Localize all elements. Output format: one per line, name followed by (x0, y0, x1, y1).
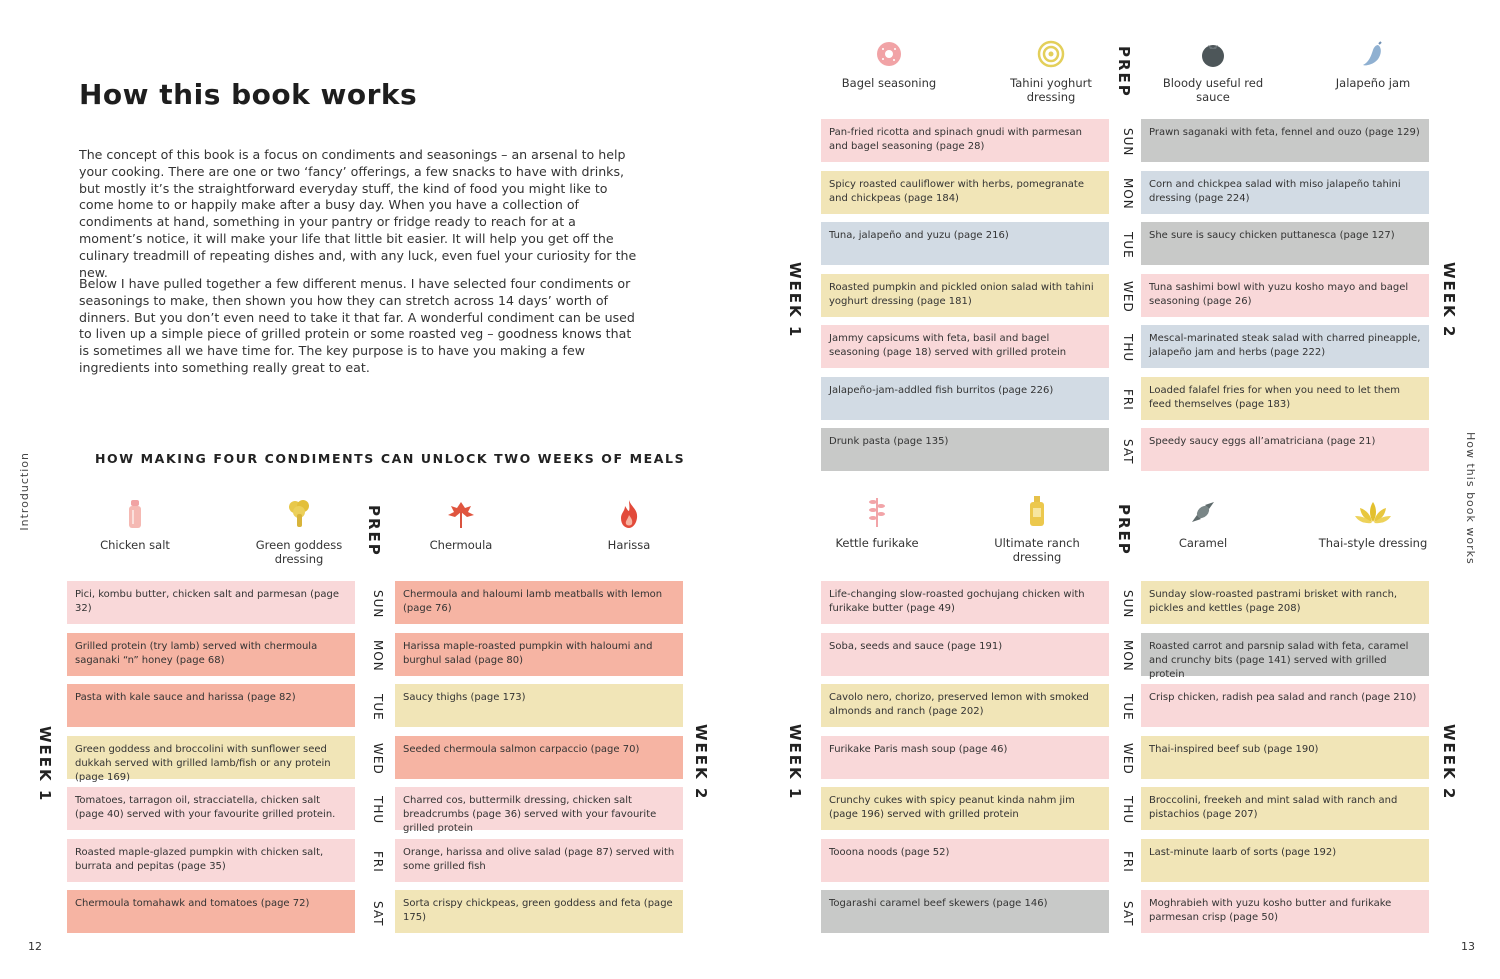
day-label: WED (1121, 281, 1135, 313)
meal-cell-week1: Jalapeño-jam-addled fish burritos (page 226) (821, 377, 1109, 420)
day-label: THU (371, 796, 385, 825)
condiment-green-goddess: Green goddess dressing (234, 498, 364, 566)
meal-cell-week1: Grilled protein (try lamb) served with chermoula saganaki “n” honey (page 68) (67, 633, 355, 676)
day-label: MON (1121, 178, 1135, 210)
meal-cell-week1: Crunchy cukes with spicy peanut kinda nahm jim (page 196) served with grilled protein (821, 787, 1109, 830)
day-label: WED (371, 743, 385, 775)
swirl-icon (1037, 40, 1065, 68)
meal-cell-week2: Broccolini, freekeh and mint salad with ranch and pistachios (page 207) (1141, 787, 1429, 830)
meal-cell-week1: Spicy roasted cauliflower with herbs, pomegranate and chickpeas (page 184) (821, 171, 1109, 214)
meal-cell-week1: Green goddess and broccolini with sunflower seed dukkah served with grilled lamb/fish or any protein (page 169) (67, 736, 355, 779)
day-label: FRI (1121, 389, 1135, 411)
prep-label-a: PREP (365, 505, 383, 557)
meal-cell-week1: Pici, kombu butter, chicken salt and parmesan (page 32) (67, 581, 355, 624)
tomato-icon (1199, 40, 1227, 68)
meal-cell-week2: Seeded chermoula salmon carpaccio (page 70) (395, 736, 683, 779)
meal-cell-week1: Furikake Paris mash soup (page 46) (821, 736, 1109, 779)
meal-cell-week1: Tooona noods (page 52) (821, 839, 1109, 882)
day-label: SUN (371, 590, 385, 619)
meal-cell-week2: Corn and chickpea salad with miso jalapeño tahini dressing (page 224) (1141, 171, 1429, 214)
meal-cell-week2: Speedy saucy eggs all’amatriciana (page 21) (1141, 428, 1429, 471)
meal-cell-week2: Moghrabieh with yuzu kosho butter and furikake parmesan crisp (page 50) (1141, 890, 1429, 933)
day-label: SAT (1121, 900, 1135, 927)
page-number-left: 12 (28, 940, 42, 953)
meal-cell-week2: Sunday slow-roasted pastrami brisket with ranch, pickles and kettles (page 208) (1141, 581, 1429, 624)
bagel-icon (875, 40, 903, 68)
herb-leaf-icon (446, 498, 476, 530)
condiment-jalapeno-jam: Jalapeño jam (1308, 40, 1438, 90)
lotus-icon (1354, 498, 1392, 528)
meal-cell-week2: Crisp chicken, radish pea salad and ranch (page 210) (1141, 684, 1429, 727)
seaweed-icon (865, 494, 889, 528)
meal-cell-week2: Chermoula and haloumi lamb meatballs with lemon (page 76) (395, 581, 683, 624)
meal-cell-week2: Last-minute laarb of sorts (page 192) (1141, 839, 1429, 882)
meal-cell-week1: Togarashi caramel beef skewers (page 146) (821, 890, 1109, 933)
intro-paragraph-2: Below I have pulled together a few different menus. I have selected four condiments or seasonings to make, then shown you how they can stretch across 14 days’ worth of dinners. But you don’t even need to take it that far. A wonderful condiment can be used to liven up a simple piece of grilled protein or some roasted veg – goodness knows that is sometimes all we have time for. The key purpose is to have you making a few ingredients into something really great to eat. (79, 276, 635, 375)
condiment-thai-dressing: Thai-style dressing (1308, 498, 1438, 550)
meal-cell-week2: Orange, harissa and olive salad (page 87) served with some grilled fish (395, 839, 683, 882)
page-number-right: 13 (1461, 940, 1475, 953)
condiment-harissa: Harissa (564, 498, 694, 552)
meal-cell-week1: Chermoula tomahawk and tomatoes (page 72) (67, 890, 355, 933)
meal-cell-week1: Pasta with kale sauce and harissa (page 82) (67, 684, 355, 727)
day-label: TUE (1121, 232, 1135, 259)
day-label: MON (371, 640, 385, 672)
condiment-ranch: Ultimate ranch dressing (972, 494, 1102, 564)
meal-cell-week1: Life-changing slow-roasted gochujang chicken with furikake butter (page 49) (821, 581, 1109, 624)
meal-cell-week2: Charred cos, buttermilk dressing, chicken salt breadcrumbs (page 36) served with your favourite grilled protein (395, 787, 683, 830)
meal-cell-week1: Tomatoes, tarragon oil, stracciatella, chicken salt (page 40) served with your favourite grilled protein. (67, 787, 355, 830)
meal-cell-week2: Roasted carrot and parsnip salad with feta, caramel and crunchy bits (page 141) served with grilled protein (1141, 633, 1429, 676)
day-label: FRI (1121, 851, 1135, 873)
condiment-chermoula: Chermoula (396, 498, 526, 552)
running-header-right: How this book works (1464, 432, 1477, 565)
page-title: How this book works (79, 78, 418, 111)
prep-label-c: PREP (1115, 504, 1133, 556)
day-label: SUN (1121, 128, 1135, 157)
running-header-left: Introduction (18, 452, 31, 531)
meal-cell-week1: Jammy capsicums with feta, basil and bagel seasoning (page 18) served with grilled protein (821, 325, 1109, 368)
day-label: SAT (1121, 438, 1135, 465)
meal-cell-week1: Soba, seeds and sauce (page 191) (821, 633, 1109, 676)
flame-icon (617, 498, 641, 530)
meal-cell-week2: Prawn saganaki with feta, fennel and ouzo (page 129) (1141, 119, 1429, 162)
meal-cell-week1: Tuna, jalapeño and yuzu (page 216) (821, 222, 1109, 265)
day-label: WED (1121, 743, 1135, 775)
meal-cell-week2: She sure is saucy chicken puttanesca (page 127) (1141, 222, 1429, 265)
meal-cell-week1: Cavolo nero, chorizo, preserved lemon with smoked almonds and ranch (page 202) (821, 684, 1109, 727)
condiment-tahini-yoghurt: Tahini yoghurt dressing (986, 40, 1116, 104)
day-label: SAT (371, 900, 385, 927)
section-heading: HOW MAKING FOUR CONDIMENTS CAN UNLOCK TWO WEEKS OF MEALS (95, 451, 686, 466)
broccoli-icon (286, 498, 312, 530)
meal-cell-week2: Tuna sashimi bowl with yuzu kosho mayo and bagel seasoning (page 26) (1141, 274, 1429, 317)
meal-cell-week2: Thai-inspired beef sub (page 190) (1141, 736, 1429, 779)
day-label: THU (1121, 334, 1135, 363)
meal-cell-week1: Drunk pasta (page 135) (821, 428, 1109, 471)
meal-cell-week2: Saucy thighs (page 173) (395, 684, 683, 727)
condiment-kettle-furikake: Kettle furikake (812, 494, 942, 550)
meal-cell-week2: Mescal-marinated steak salad with charred pineapple, jalapeño jam and herbs (page 222) (1141, 325, 1429, 368)
week2-label-a: WEEK 2 (692, 724, 710, 801)
day-label: TUE (1121, 694, 1135, 721)
meal-cell-week1: Roasted pumpkin and pickled onion salad with tahini yoghurt dressing (page 181) (821, 274, 1109, 317)
condiment-caramel: Caramel (1138, 496, 1268, 550)
day-label: SUN (1121, 590, 1135, 619)
week1-label-c: WEEK 1 (786, 724, 804, 801)
bottle-icon (1027, 494, 1047, 528)
meal-cell-week2: Harissa maple-roasted pumpkin with haloumi and burghul salad (page 80) (395, 633, 683, 676)
week1-label-b: WEEK 1 (786, 262, 804, 339)
prep-label-b: PREP (1115, 46, 1133, 98)
condiment-chicken-salt: Chicken salt (70, 498, 200, 552)
salt-shaker-icon (125, 498, 145, 530)
meal-cell-week1: Pan-fried ricotta and spinach gnudi with parmesan and bagel seasoning (page 28) (821, 119, 1109, 162)
day-label: TUE (371, 694, 385, 721)
meal-cell-week1: Roasted maple-glazed pumpkin with chicken salt, burrata and pepitas (page 35) (67, 839, 355, 882)
meal-cell-week2: Loaded falafel fries for when you need to let them feed themselves (page 183) (1141, 377, 1429, 420)
week2-label-c: WEEK 2 (1440, 724, 1458, 801)
week2-label-b: WEEK 2 (1440, 262, 1458, 339)
day-label: FRI (371, 851, 385, 873)
day-label: MON (1121, 640, 1135, 672)
week1-label-a: WEEK 1 (36, 726, 54, 803)
chilli-icon (1359, 40, 1387, 68)
condiment-red-sauce: Bloody useful red sauce (1148, 40, 1278, 104)
condiment-bagel-seasoning: Bagel seasoning (824, 40, 954, 90)
day-label: THU (1121, 796, 1135, 825)
wrapped-candy-icon (1188, 496, 1218, 528)
intro-paragraph-1: The concept of this book is a focus on condiments and seasonings – an arsenal to help your cooking. There are one or two ‘fancy’ offerings, a few snacks to have with drinks, but mostly it’s the straightforward everyday stuff, the kind of food you might like to come home to or happily make after a busy day. When you have a collection of condiments at hand, something in your pantry or fridge ready to reach for at a moment’s notice, it will make your life that little bit easier. It will help you get off the culinary treadmill of repeating dishes and, with any luck, even fuel your curiosity for the new. (79, 147, 637, 280)
meal-cell-week2: Sorta crispy chickpeas, green goddess and feta (page 175) (395, 890, 683, 933)
